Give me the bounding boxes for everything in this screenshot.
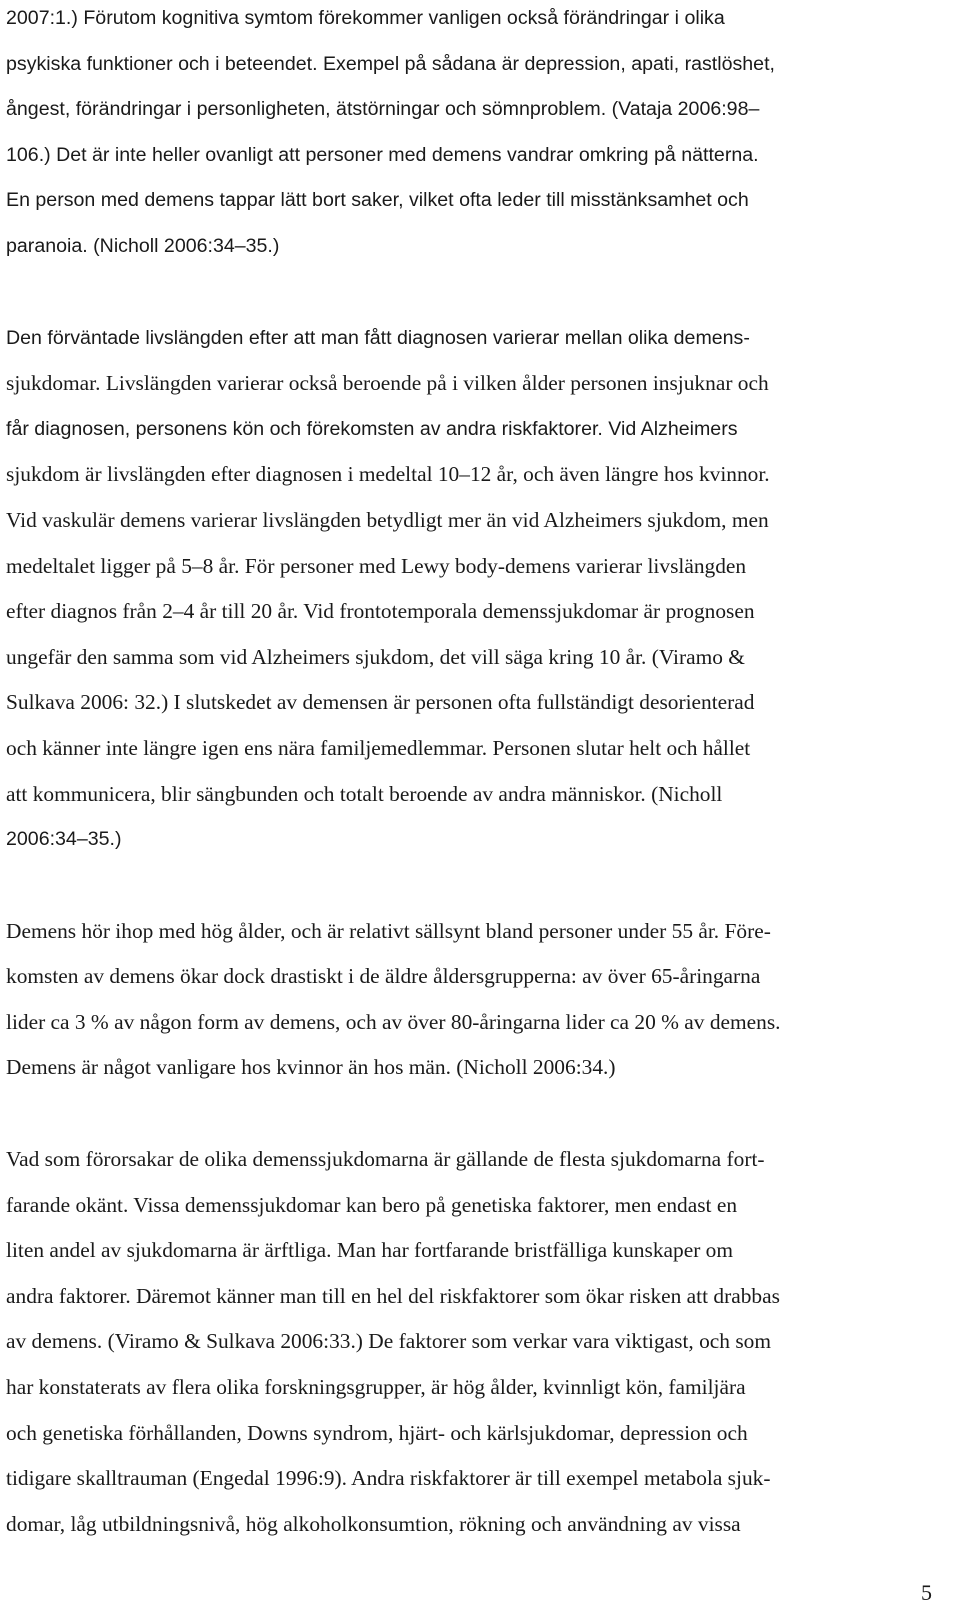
text-line: psykiska funktioner och i beteendet. Exempel på sådana är depression, apati, rastlöshet, <box>6 52 775 75</box>
text-line: En person med demens tappar lätt bort saker, vilket ofta leder till misstänksamhet och <box>6 189 749 212</box>
text-line: och genetiska förhållanden, Downs syndrom, hjärt- och kärlsjukdomar, depression och <box>6 1420 748 1445</box>
text-line: Den förväntade livslängden efter att man fått diagnosen varierar mellan olika demens- <box>6 326 750 349</box>
text-line: lider ca 3 % av någon form av demens, och av över 80-åringarna lider ca 20 % av demens. <box>6 1009 781 1034</box>
text-line: domar, låg utbildningsnivå, hög alkoholkonsumtion, rökning och användning av vissa <box>6 1511 741 1536</box>
text-line: Vad som förorsakar de olika demenssjukdomarna är gällande de flesta sjukdomarna fort- <box>6 1147 765 1172</box>
page-number: 5 <box>921 1580 932 1605</box>
text-line: ångest, förändringar i personligheten, ätstörningar och sömnproblem. (Vataja 2006:98– <box>6 98 760 121</box>
text-line: ungefär den samma som vid Alzheimers sjukdom, det vill säga kring 10 år. (Viramo & <box>6 644 745 669</box>
text-line: komsten av demens ökar dock drastiskt i de äldre åldersgrupperna: av över 65-åringarna <box>6 964 761 989</box>
text-line: att kommunicera, blir sängbunden och totalt beroende av andra människor. (Nicholl <box>6 781 723 806</box>
paragraph-symptoms <box>6 0 934 270</box>
text-line: Vid vaskulär demens varierar livslängden betydligt mer än vid Alzheimers sjukdom, men <box>6 507 769 532</box>
document-page <box>6 0 934 1547</box>
text-line: 106.) Det är inte heller ovanligt att personer med demens vandrar omkring på nätterna. <box>6 143 759 166</box>
text-line: Demens är något vanligare hos kvinnor än hos män. (Nicholl 2006:34.) <box>6 1055 616 1080</box>
text-line: tidigare skalltrauman (Engedal 1996:9). Andra riskfaktorer är till exempel metabola sjuk- <box>6 1466 771 1491</box>
text-line: medeltalet ligger på 5–8 år. För personer med Lewy body-demens varierar livslängden <box>6 553 747 578</box>
text-line: andra faktorer. Däremot känner man till en hel del riskfaktorer som ökar risken att drabbas <box>6 1283 780 1308</box>
text-line: Sulkava 2006: 32.) I slutskedet av demensen är personen ofta fullständigt desorienterad <box>6 690 755 715</box>
text-line: har konstaterats av flera olika forskningsgrupper, är hög ålder, kvinnligt kön, familjära <box>6 1375 746 1400</box>
paragraph-causes <box>6 1137 934 1547</box>
text-line: och känner inte längre igen ens nära familjemedlemmar. Personen slutar helt och hållet <box>6 735 751 760</box>
paragraph-prevalence <box>6 909 934 1091</box>
text-line: paranoia. (Nicholl 2006:34–35.) <box>6 234 280 257</box>
text-line: farande okänt. Vissa demenssjukdomar kan bero på genetiska faktorer, men endast en <box>6 1192 738 1217</box>
paragraph-life-expectancy <box>6 316 934 863</box>
text-line: av demens. (Viramo & Sulkava 2006:33.) De faktorer som verkar vara viktigast, och som <box>6 1329 772 1354</box>
text-line: 2006:34–35.) <box>6 828 122 851</box>
text-line: Demens hör ihop med hög ålder, och är relativt sällsynt bland personer under 55 år. Före- <box>6 918 771 943</box>
text-line: 2007:1.) Förutom kognitiva symtom förekommer vanligen också förändringar i olika <box>6 7 725 29</box>
text-line: sjukdom är livslängden efter diagnosen i medeltal 10–12 år, och även längre hos kvinnor. <box>6 462 770 487</box>
text-line: liten andel av sjukdomarna är ärftliga. Man har fortfarande bristfälliga kunskaper om <box>6 1238 734 1263</box>
text-line: efter diagnos från 2–4 år till 20 år. Vid frontotemporala demenssjukdomar är prognosen <box>6 599 755 624</box>
text-line: sjukdomar. Livslängden varierar också beroende på i vilken ålder personen insjuknar och <box>6 371 769 396</box>
text-line: får diagnosen, personens kön och förekomsten av andra riskfaktorer. Vid Alzheimers <box>6 417 738 440</box>
